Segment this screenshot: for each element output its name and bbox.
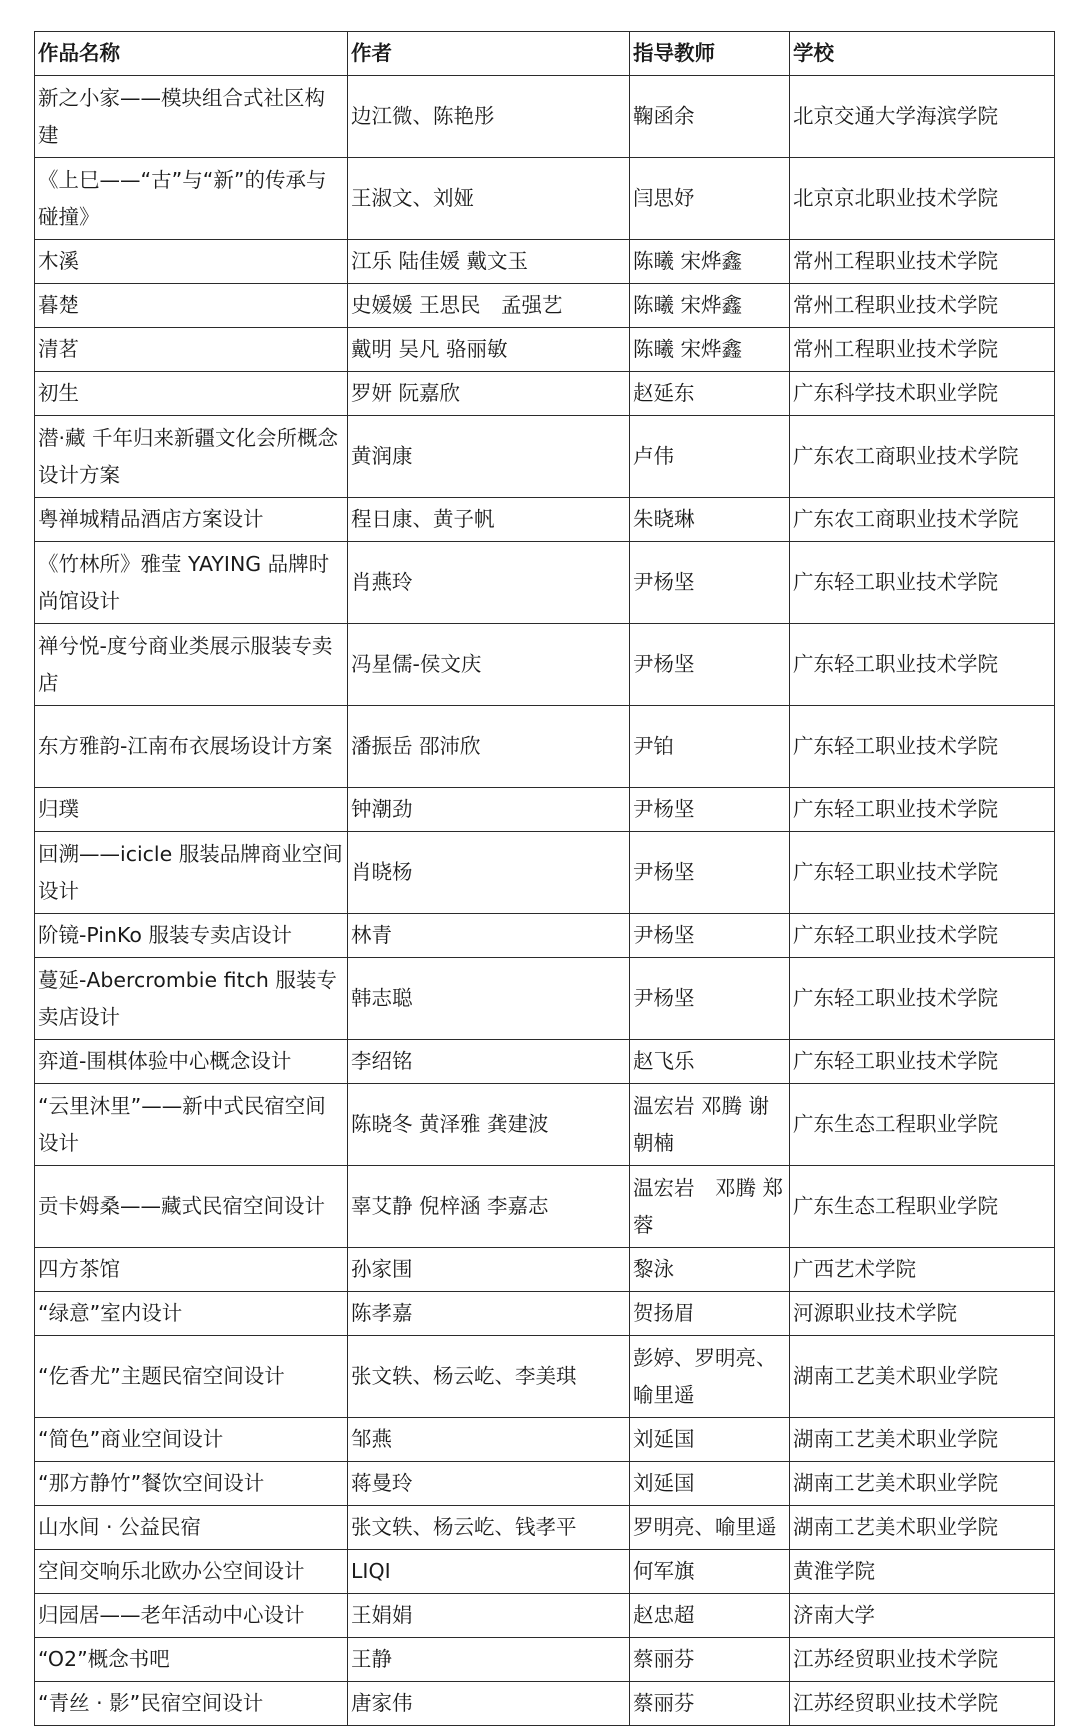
cell-work-title: 暮楚 (35, 284, 348, 328)
cell-work-title: 初生 (35, 372, 348, 416)
cell-work-title: 《上巳——“古”与“新”的传承与碰撞》 (35, 158, 348, 240)
cell-work-title: 空间交响乐北欧办公空间设计 (35, 1550, 348, 1594)
cell-school: 黄淮学院 (790, 1550, 1055, 1594)
table-row (35, 624, 1055, 706)
cell-school: 广东农工商职业技术学院 (790, 416, 1055, 498)
header-authors: 作者 (348, 32, 630, 76)
table-row (35, 76, 1055, 158)
table-row (35, 1248, 1055, 1292)
cell-advisor: 尹杨坚 (630, 958, 790, 1040)
table-row (35, 832, 1055, 914)
cell-school: 湖南工艺美术职业学院 (790, 1418, 1055, 1462)
cell-advisor: 尹铂 (630, 706, 790, 788)
cell-advisor: 尹杨坚 (630, 914, 790, 958)
header-work-title: 作品名称 (35, 32, 348, 76)
table-row (35, 706, 1055, 788)
cell-work-title: “仡香尤”主题民宿空间设计 (35, 1336, 348, 1418)
table-row (35, 1550, 1055, 1594)
table-row (35, 1292, 1055, 1336)
cell-authors: LIQI (348, 1550, 630, 1594)
table-row (35, 158, 1055, 240)
cell-authors: 冯星儒-侯文庆 (348, 624, 630, 706)
cell-school: 广东生态工程职业学院 (790, 1166, 1055, 1248)
cell-advisor: 蔡丽芬 (630, 1638, 790, 1682)
cell-advisor: 朱晓琳 (630, 498, 790, 542)
table-row (35, 542, 1055, 624)
cell-work-title: 东方雅韵-江南布衣展场设计方案 (35, 706, 348, 788)
cell-work-title: 阶镜-PinKo 服装专卖店设计 (35, 914, 348, 958)
cell-school: 广东生态工程职业学院 (790, 1084, 1055, 1166)
cell-school: 江苏经贸职业技术学院 (790, 1682, 1055, 1726)
cell-school: 广东科学技术职业学院 (790, 372, 1055, 416)
cell-work-title: 贡卡姆桑——藏式民宿空间设计 (35, 1166, 348, 1248)
cell-authors: 史媛媛 王思民 孟强艺 (348, 284, 630, 328)
cell-work-title: 弈道-围棋体验中心概念设计 (35, 1040, 348, 1084)
cell-advisor: 尹杨坚 (630, 542, 790, 624)
cell-school: 广西艺术学院 (790, 1248, 1055, 1292)
cell-authors: 钟潮劲 (348, 788, 630, 832)
cell-work-title: “O2”概念书吧 (35, 1638, 348, 1682)
cell-authors: 张文轶、杨云屹、钱孝平 (348, 1506, 630, 1550)
header-row (35, 32, 1055, 76)
cell-school: 广东轻工职业技术学院 (790, 706, 1055, 788)
table-row (35, 284, 1055, 328)
cell-work-title: “简色”商业空间设计 (35, 1418, 348, 1462)
cell-school: 北京京北职业技术学院 (790, 158, 1055, 240)
table-row (35, 240, 1055, 284)
table-row (35, 1336, 1055, 1418)
cell-work-title: “那方静竹”餐饮空间设计 (35, 1462, 348, 1506)
cell-advisor: 闫思妤 (630, 158, 790, 240)
cell-school: 北京交通大学海滨学院 (790, 76, 1055, 158)
cell-authors: 罗妍 阮嘉欣 (348, 372, 630, 416)
cell-authors: 邹燕 (348, 1418, 630, 1462)
cell-authors: 韩志聪 (348, 958, 630, 1040)
cell-work-title: “云里沐里”——新中式民宿空间设计 (35, 1084, 348, 1166)
cell-advisor: 赵忠超 (630, 1594, 790, 1638)
cell-school: 江苏经贸职业技术学院 (790, 1638, 1055, 1682)
table-row (35, 788, 1055, 832)
cell-work-title: 蔓延-Abercrombie fitch 服装专卖店设计 (35, 958, 348, 1040)
cell-school: 广东轻工职业技术学院 (790, 832, 1055, 914)
table-row (35, 1594, 1055, 1638)
cell-advisor: 陈曦 宋烨鑫 (630, 240, 790, 284)
cell-work-title: 回溯——icicle 服装品牌商业空间设计 (35, 832, 348, 914)
table-row (35, 1638, 1055, 1682)
cell-school: 济南大学 (790, 1594, 1055, 1638)
cell-advisor: 鞠函余 (630, 76, 790, 158)
cell-work-title: 清茗 (35, 328, 348, 372)
cell-authors: 王淑文、刘娅 (348, 158, 630, 240)
cell-authors: 陈晓冬 黄泽雅 龚建波 (348, 1084, 630, 1166)
cell-authors: 唐家伟 (348, 1682, 630, 1726)
table-body (35, 76, 1055, 1726)
cell-school: 湖南工艺美术职业学院 (790, 1506, 1055, 1550)
cell-work-title: 新之小家——模块组合式社区构建 (35, 76, 348, 158)
cell-work-title: 木溪 (35, 240, 348, 284)
cell-advisor: 彭婷、罗明亮、喻里遥 (630, 1336, 790, 1418)
cell-advisor: 尹杨坚 (630, 624, 790, 706)
cell-work-title: 《竹林所》雅莹 YAYING 品牌时尚馆设计 (35, 542, 348, 624)
cell-authors: 王静 (348, 1638, 630, 1682)
cell-work-title: 归璞 (35, 788, 348, 832)
cell-authors: 戴明 吴凡 骆丽敏 (348, 328, 630, 372)
cell-advisor: 何军旗 (630, 1550, 790, 1594)
cell-school: 广东轻工职业技术学院 (790, 914, 1055, 958)
cell-advisor: 陈曦 宋烨鑫 (630, 284, 790, 328)
cell-advisor: 赵飞乐 (630, 1040, 790, 1084)
table-row (35, 958, 1055, 1040)
cell-school: 湖南工艺美术职业学院 (790, 1336, 1055, 1418)
table-row (35, 416, 1055, 498)
cell-school: 常州工程职业技术学院 (790, 284, 1055, 328)
cell-work-title: 潜·藏 千年归来新疆文化会所概念设计方案 (35, 416, 348, 498)
cell-advisor: 尹杨坚 (630, 832, 790, 914)
cell-authors: 边江微、陈艳彤 (348, 76, 630, 158)
cell-advisor: 罗明亮、喻里遥 (630, 1506, 790, 1550)
table-row (35, 498, 1055, 542)
cell-advisor: 赵延东 (630, 372, 790, 416)
cell-advisor: 刘延国 (630, 1462, 790, 1506)
cell-school: 广东轻工职业技术学院 (790, 1040, 1055, 1084)
cell-advisor: 黎泳 (630, 1248, 790, 1292)
cell-school: 常州工程职业技术学院 (790, 240, 1055, 284)
cell-authors: 黄润康 (348, 416, 630, 498)
table-row (35, 328, 1055, 372)
table-row (35, 1682, 1055, 1726)
cell-school: 广东轻工职业技术学院 (790, 624, 1055, 706)
cell-work-title: 归园居——老年活动中心设计 (35, 1594, 348, 1638)
cell-advisor: 温宏岩 邓腾 谢朝楠 (630, 1084, 790, 1166)
table-row (35, 372, 1055, 416)
awards-table-container (34, 31, 1054, 1726)
cell-school: 常州工程职业技术学院 (790, 328, 1055, 372)
cell-authors: 江乐 陆佳媛 戴文玉 (348, 240, 630, 284)
cell-authors: 蒋曼玲 (348, 1462, 630, 1506)
cell-authors: 肖晓杨 (348, 832, 630, 914)
cell-work-title: 山水间 · 公益民宿 (35, 1506, 348, 1550)
cell-authors: 林青 (348, 914, 630, 958)
table-row (35, 1040, 1055, 1084)
cell-advisor: 陈曦 宋烨鑫 (630, 328, 790, 372)
table-row (35, 914, 1055, 958)
cell-work-title: 粤禅城精品酒店方案设计 (35, 498, 348, 542)
cell-advisor: 刘延国 (630, 1418, 790, 1462)
table-row (35, 1462, 1055, 1506)
cell-school: 广东轻工职业技术学院 (790, 958, 1055, 1040)
cell-authors: 孙家围 (348, 1248, 630, 1292)
cell-school: 广东农工商职业技术学院 (790, 498, 1055, 542)
cell-advisor: 尹杨坚 (630, 788, 790, 832)
cell-authors: 王娟娟 (348, 1594, 630, 1638)
cell-work-title: 禅兮悦-度兮商业类展示服装专卖店 (35, 624, 348, 706)
cell-work-title: “绿意”室内设计 (35, 1292, 348, 1336)
cell-authors: 潘振岳 邵沛欣 (348, 706, 630, 788)
table-row (35, 1418, 1055, 1462)
cell-work-title: 四方茶馆 (35, 1248, 348, 1292)
cell-authors: 陈孝嘉 (348, 1292, 630, 1336)
cell-authors: 张文轶、杨云屹、李美琪 (348, 1336, 630, 1418)
cell-school: 河源职业技术学院 (790, 1292, 1055, 1336)
cell-authors: 李绍铭 (348, 1040, 630, 1084)
cell-school: 广东轻工职业技术学院 (790, 788, 1055, 832)
header-school: 学校 (790, 32, 1055, 76)
table-row (35, 1506, 1055, 1550)
cell-advisor: 温宏岩 邓腾 郑蓉 (630, 1166, 790, 1248)
cell-school: 湖南工艺美术职业学院 (790, 1462, 1055, 1506)
header-advisor: 指导教师 (630, 32, 790, 76)
table-row (35, 1166, 1055, 1248)
cell-authors: 程日康、黄子帆 (348, 498, 630, 542)
cell-advisor: 贺扬眉 (630, 1292, 790, 1336)
cell-advisor: 卢伟 (630, 416, 790, 498)
cell-authors: 辜艾静 倪梓涵 李嘉志 (348, 1166, 630, 1248)
table-row (35, 1084, 1055, 1166)
cell-school: 广东轻工职业技术学院 (790, 542, 1055, 624)
cell-authors: 肖燕玲 (348, 542, 630, 624)
cell-work-title: “青丝 · 影”民宿空间设计 (35, 1682, 348, 1726)
cell-advisor: 蔡丽芬 (630, 1682, 790, 1726)
awards-table (34, 31, 1055, 1726)
